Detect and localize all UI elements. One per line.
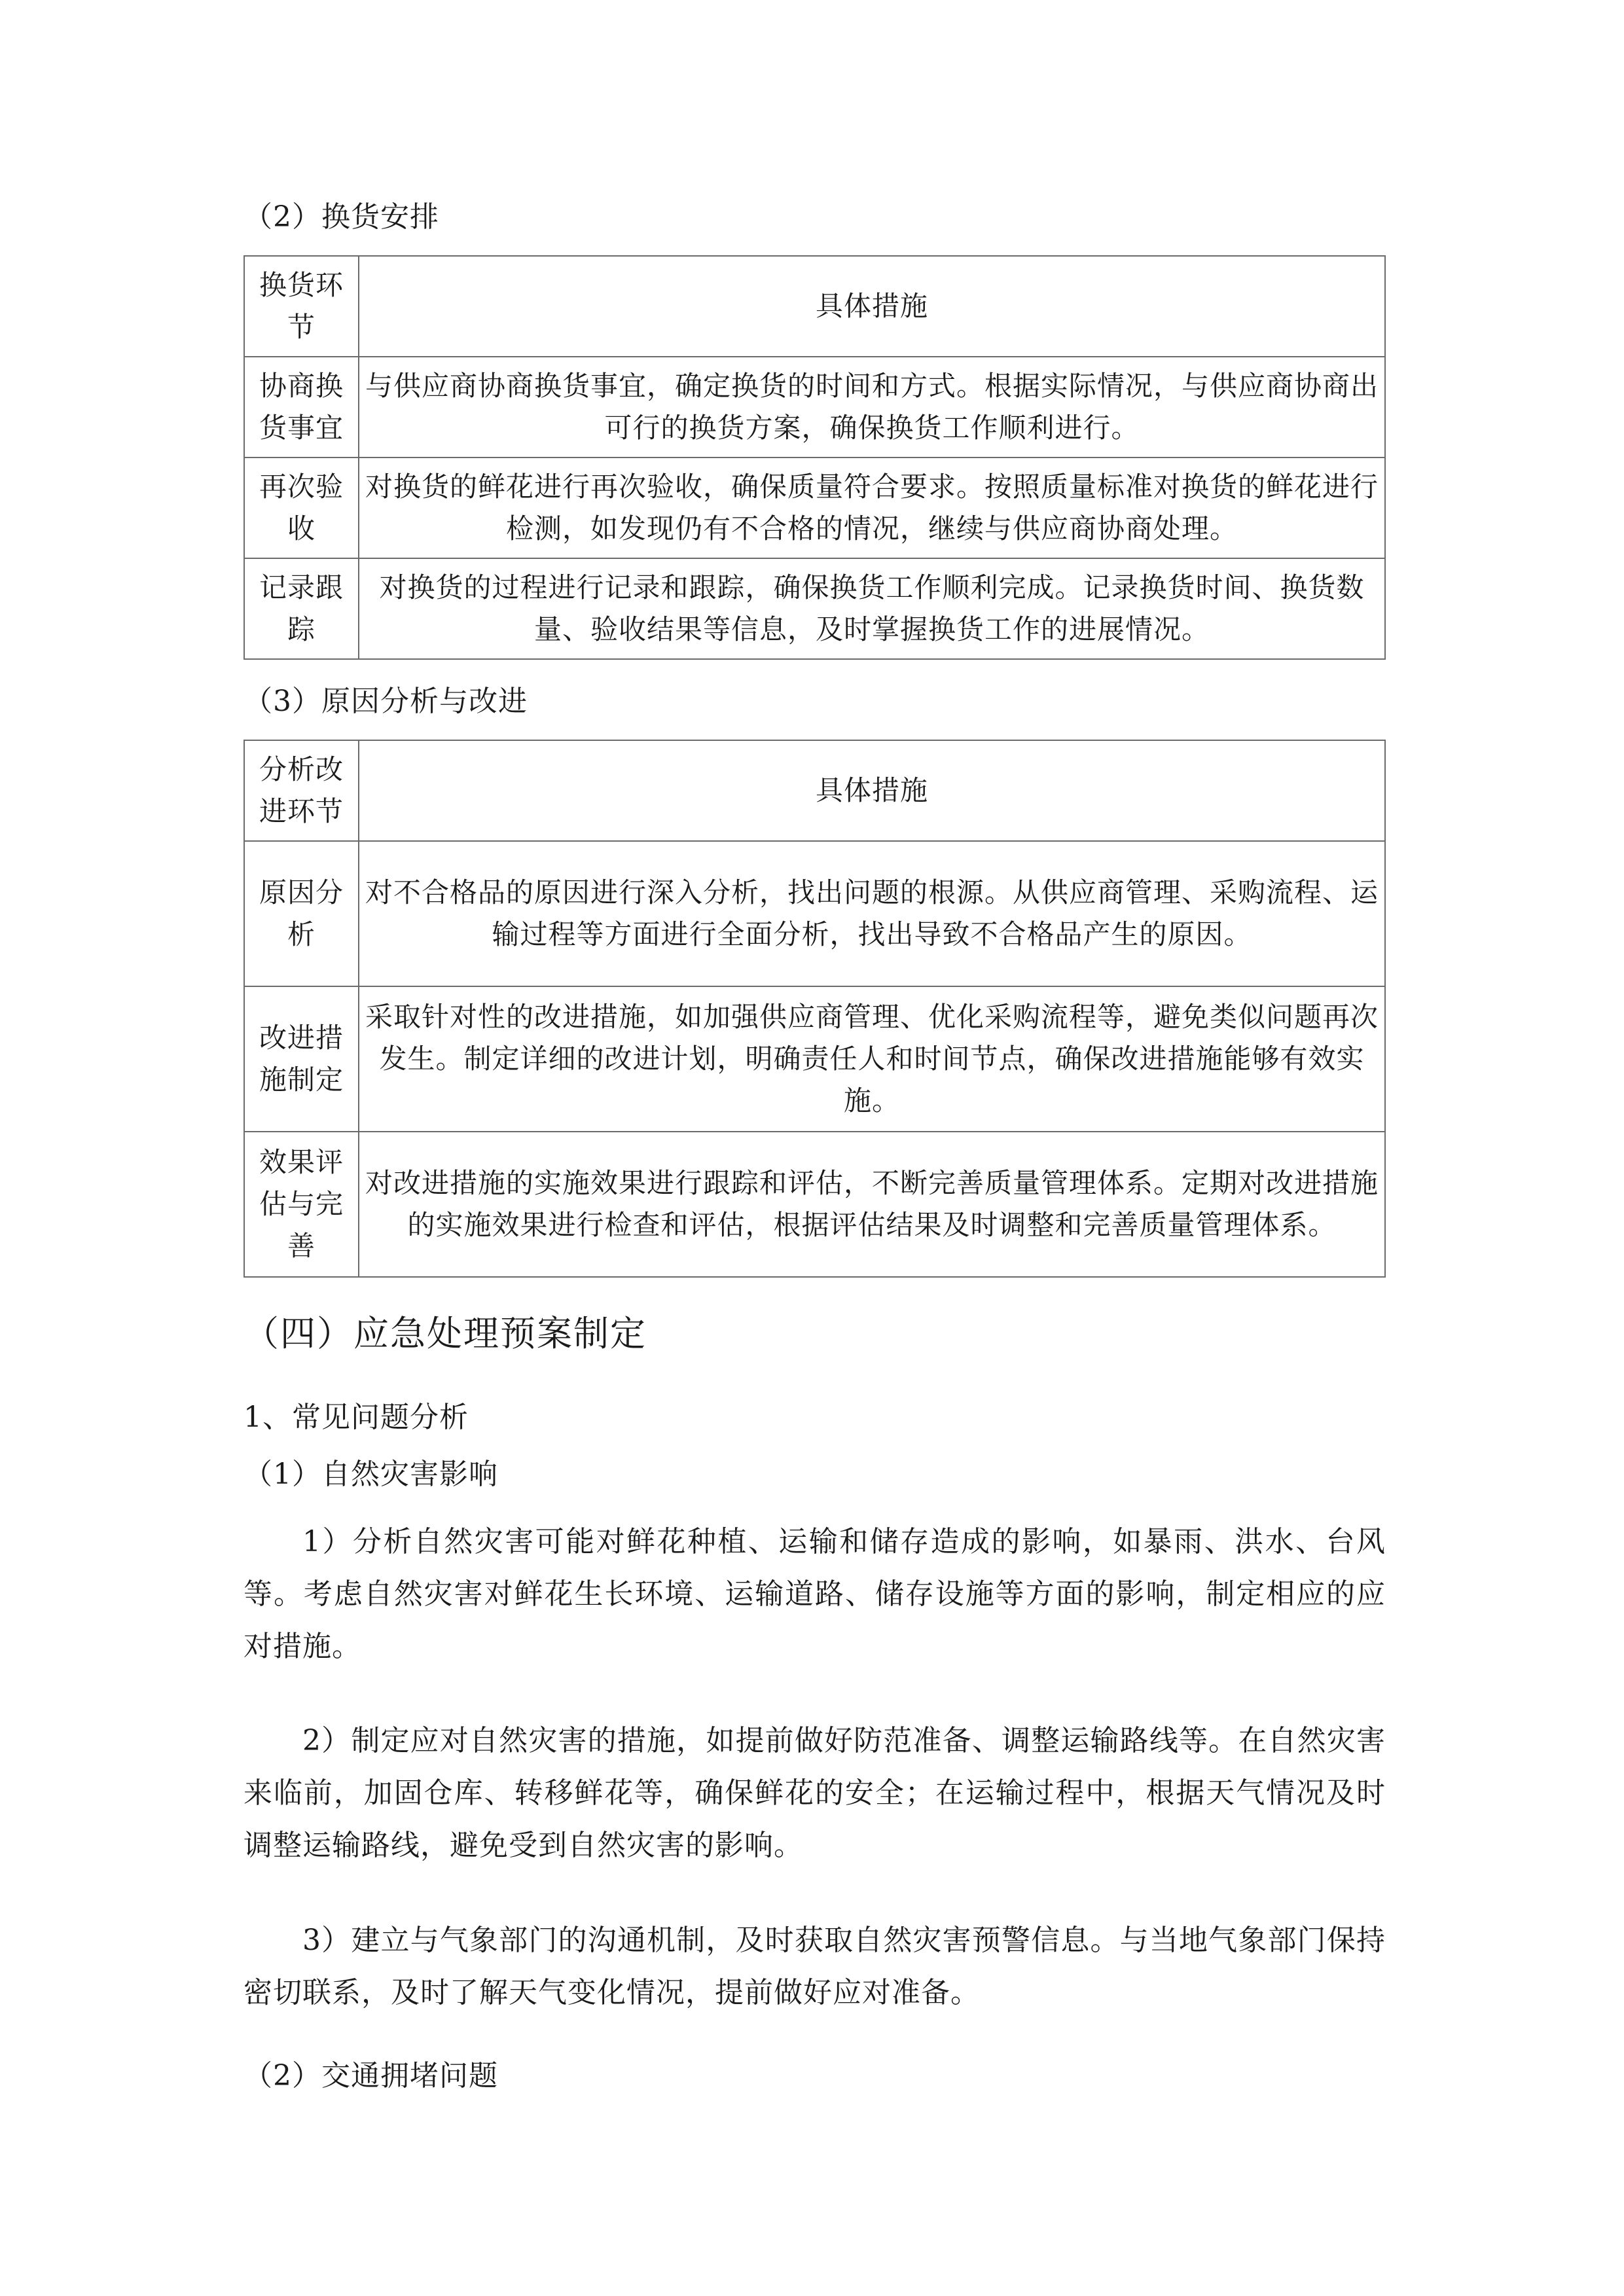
table-row [244, 457, 1385, 558]
stage-cell: 原因分析 [244, 841, 359, 986]
measure-cell: 采取针对性的改进措施，如加强供应商管理、优化采购流程等，避免类似问题再次发生。制定详细的改进计划，明确责任人和时间节点，确保改进措施能够有效实施。 [359, 986, 1385, 1132]
table-header-row [244, 256, 1385, 357]
paragraph-3: 3）建立与气象部门的沟通机制，及时获取自然灾害预警信息。与当地气象部门保持密切联系，及时了解天气变化情况，提前做好应对准备。 [244, 1924, 1386, 2009]
table-row [244, 1132, 1385, 1277]
table-row [244, 357, 1385, 457]
subsection-title: 1、常见问题分析 [244, 1401, 469, 1434]
measure-cell: 对改进措施的实施效果进行跟踪和评估，不断完善质量管理体系。定期对改进措施的实施效果进行检查和评估，根据评估结果及时调整和完善质量管理体系。 [359, 1132, 1385, 1277]
measure-cell: 对换货的过程进行记录和跟踪，确保换货工作顺利完成。记录换货时间、换货数量、验收结果等信息，及时掌握换货工作的进展情况。 [359, 558, 1385, 659]
paragraph-2: 2）制定应对自然灾害的措施，如提前做好防范准备、调整运输路线等。在自然灾害来临前，加固仓库、转移鲜花等，确保鲜花的安全；在运输过程中，根据天气情况及时调整运输路线，避免受到自然灾害的影响。 [244, 1724, 1386, 1862]
table-header-row [244, 740, 1385, 841]
section-title: （四）应急处理预案制定 [244, 1313, 647, 1354]
cause-analysis-table [244, 740, 1386, 1278]
stage-cell: 记录跟踪 [244, 558, 359, 659]
item-heading-natural-disaster: （1）自然灾害影响 [244, 1458, 498, 1491]
table-row [244, 841, 1385, 986]
exchange-arrangement-heading: （2）换货安排 [244, 200, 439, 234]
measure-cell: 对换货的鲜花进行再次验收，确保质量符合要求。按照质量标准对换货的鲜花进行检测，如发现仍有不合格的情况，继续与供应商协商处理。 [359, 457, 1385, 558]
header-cell-measure: 具体措施 [359, 740, 1385, 841]
header-cell-stage: 分析改进环节 [244, 740, 359, 841]
table-row [244, 986, 1385, 1132]
table-row [244, 558, 1385, 659]
stage-cell: 效果评估与完善 [244, 1132, 359, 1277]
exchange-arrangement-table [244, 255, 1386, 660]
measure-cell: 对不合格品的原因进行深入分析，找出问题的根源。从供应商管理、采购流程、运输过程等方面进行全面分析，找出导致不合格品产生的原因。 [359, 841, 1385, 986]
stage-cell: 改进措施制定 [244, 986, 359, 1132]
measure-cell: 与供应商协商换货事宜，确定换货的时间和方式。根据实际情况，与供应商协商出可行的换货方案，确保换货工作顺利进行。 [359, 357, 1385, 457]
stage-cell: 再次验收 [244, 457, 359, 558]
header-cell-stage: 换货环节 [244, 256, 359, 357]
header-cell-measure: 具体措施 [359, 256, 1385, 357]
item-heading-traffic: （2）交通拥堵问题 [244, 2059, 498, 2092]
cause-analysis-heading: （3）原因分析与改进 [244, 685, 528, 718]
paragraph-1: 1）分析自然灾害可能对鲜花种植、运输和储存造成的影响，如暴雨、洪水、台风等。考虑自然灾害对鲜花生长环境、运输道路、储存设施等方面的影响，制定相应的应对措施。 [244, 1525, 1386, 1663]
stage-cell: 协商换货事宜 [244, 357, 359, 457]
